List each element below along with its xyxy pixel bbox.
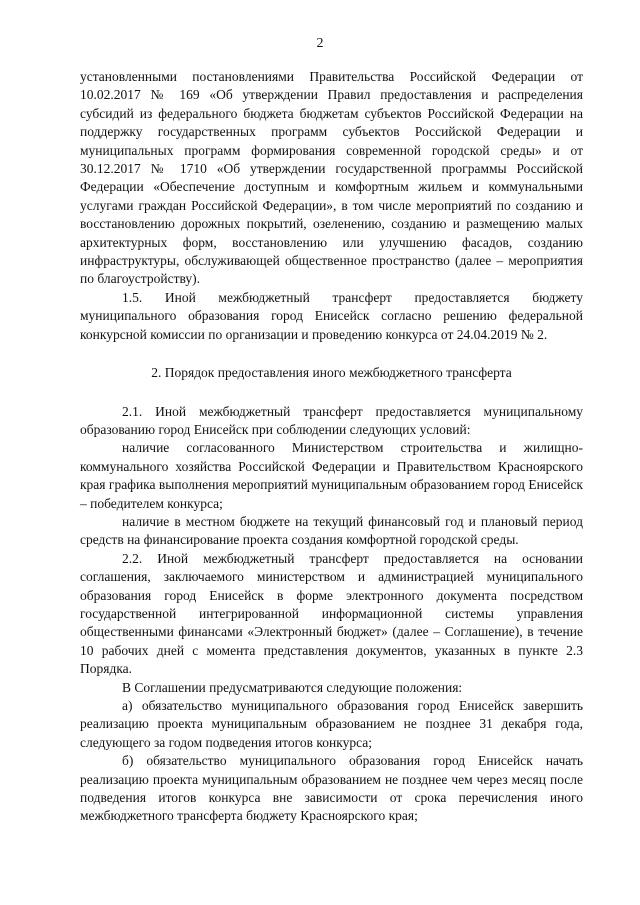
paragraph-1-4-continuation: установленными постановлениями Правительства Российской Федерации от 10.02.2017 № 169 «Об утверждении Правил предоставления и распределения субсидий из федерального бюджета бюджетам субъектов Российской Федерации на поддержку государственных программ субъектов Российской Федерации и муниципальных программ формирования современной городской среды» и от 30.12.2017 № 1710 «Об утверждении государственной программы Российской Федерации «Обеспечение доступным и комфортным жильем и коммунальными услугами граждан Российской Федерации», в том числе мероприятий по созданию и восстановлению дорожных покрытий, озеленению, созданию и размещению малых архитектурных форм, восстановлению или улучшению фасадов, созданию инфраструктуры, обслуживающей общественное пространство (далее – мероприятия по благоустройству). — [80, 69, 583, 287]
document-body — [80, 68, 583, 826]
paragraph-2-2: 2.2. Иной межбюджетный трансферт предоставляется на основании соглашения, заключаемого министерством и администрацией муниципального образования город Енисейск в форме электронного документа посредством государственной интегрированной информационной системы управления общественными финансами «Электронный бюджет» (далее – Соглашение), в течение 10 рабочих дней с момента представления документов, указанных в пункте 2.3 Порядка. — [80, 550, 583, 677]
provision-b: б) обязательство муниципального образования город Енисейск начать реализацию проекта муниципальным образованием не позднее чем через месяц после подведения итогов конкурса вне зависимости от срока перечисления иного межбюджетного трансферта бюджету Красноярского края; — [80, 753, 583, 824]
condition-schedule: наличие согласованного Министерством строительства и жилищно-коммунального хозяйства Российской Федерации и Правительством Красноярского края графика выполнения мероприятий муниципальным образованием город Енисейск – победителем конкурса; — [80, 440, 583, 511]
provision-a: а) обязательство муниципального образования город Енисейск завершить реализацию проекта муниципальным образованием не позднее 31 декабря года, следующего за годом подведения итогов конкурса; — [80, 698, 583, 750]
section-2-heading: 2. Порядок предоставления иного межбюджетного трансферта — [151, 365, 512, 381]
page-number: 2 — [316, 36, 324, 51]
paragraph-1-5: 1.5. Иной межбюджетный трансферт предоставляется бюджету муниципального образования город Енисейск согласно решению федеральной конкурсной комиссии по организации и проведению конкурса от 24.04.2019 № 2. — [80, 289, 583, 342]
agreement-provisions-intro: В Соглашении предусматриваются следующие положения: — [122, 679, 463, 695]
condition-budget: наличие в местном бюджете на текущий финансовый год и плановый период средств на финансирование проекта создания комфортной городской среды. — [80, 513, 583, 548]
paragraph-2-1: 2.1. Иной межбюджетный трансферт предоставляется муниципальному образованию город Енисейск при соблюдении следующих условий: — [80, 403, 583, 437]
